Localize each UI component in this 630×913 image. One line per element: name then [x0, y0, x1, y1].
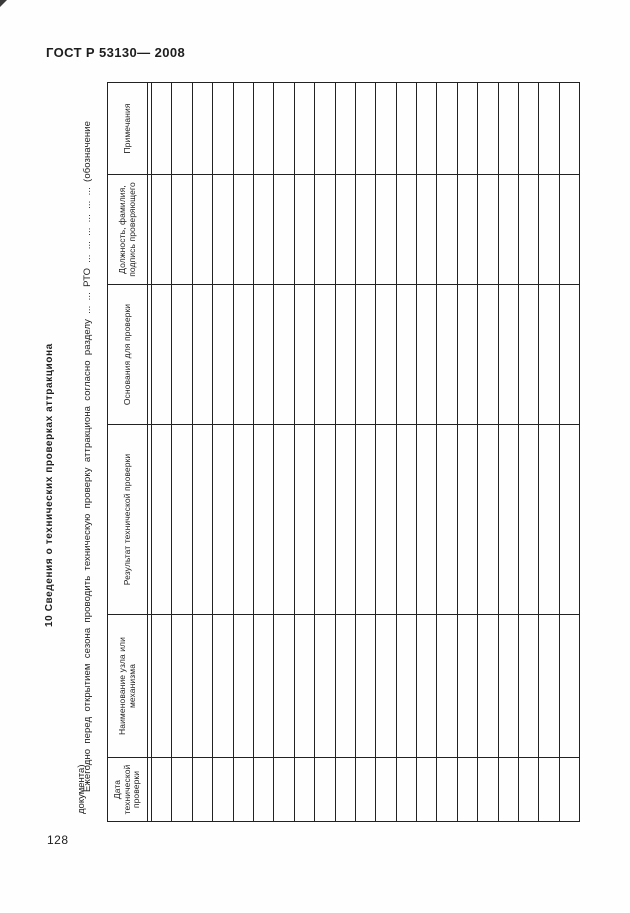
empty-cell — [396, 615, 416, 758]
empty-cell — [253, 758, 273, 822]
empty-cell — [376, 425, 396, 615]
table-row — [294, 83, 314, 822]
empty-cell — [437, 175, 457, 285]
empty-cell — [152, 285, 172, 425]
empty-cell — [192, 285, 212, 425]
empty-cell — [315, 425, 335, 615]
table-row — [417, 83, 437, 822]
empty-cell — [233, 285, 253, 425]
empty-cell — [457, 83, 477, 175]
empty-cell — [437, 285, 457, 425]
empty-cell — [233, 175, 253, 285]
intro-text: Ежегодно перед открытием сезона проводить техническую проверку аттракциона согласно разделу ... ... РТО ... ... ... ... ... ... (обозначение — [82, 120, 93, 792]
empty-cell — [152, 758, 172, 822]
table-row — [172, 83, 192, 822]
table-row — [233, 83, 253, 822]
empty-cell — [437, 615, 457, 758]
empty-cell — [519, 615, 539, 758]
empty-cell — [274, 425, 294, 615]
table-row — [457, 83, 477, 822]
intro-text-continuation: документа) — [76, 764, 87, 814]
empty-cell — [376, 615, 396, 758]
empty-cell — [417, 285, 437, 425]
empty-cell — [274, 83, 294, 175]
empty-cell — [519, 425, 539, 615]
empty-cell — [376, 175, 396, 285]
table-row — [253, 83, 273, 822]
empty-cell — [253, 83, 273, 175]
empty-cell — [417, 175, 437, 285]
empty-cell — [355, 615, 375, 758]
table-row — [539, 83, 559, 822]
empty-cell — [274, 175, 294, 285]
page-number: 128 — [47, 833, 69, 847]
empty-cell — [519, 83, 539, 175]
empty-cell — [213, 758, 233, 822]
empty-cell — [253, 285, 273, 425]
empty-cell — [498, 615, 518, 758]
empty-cell — [172, 615, 192, 758]
column-header-result: Результат технической проверки — [108, 425, 148, 615]
table-row — [335, 83, 355, 822]
empty-cell — [478, 83, 498, 175]
empty-cell — [172, 285, 192, 425]
column-header-inspector: Должность, фамилия, подпись проверяющего — [108, 175, 148, 285]
empty-cell — [253, 425, 273, 615]
empty-cell — [478, 285, 498, 425]
empty-cell — [519, 175, 539, 285]
empty-cell — [498, 285, 518, 425]
inspection-table-body — [152, 83, 580, 822]
empty-cell — [396, 175, 416, 285]
section-title: 10 Сведения о технических проверках аттракциона — [44, 343, 55, 627]
empty-cell — [152, 425, 172, 615]
empty-cell — [315, 175, 335, 285]
empty-cell — [437, 83, 457, 175]
empty-cell — [294, 425, 314, 615]
table-row — [315, 83, 335, 822]
empty-cell — [539, 758, 559, 822]
empty-cell — [152, 175, 172, 285]
empty-cell — [417, 758, 437, 822]
table-row — [192, 83, 212, 822]
table-row — [559, 83, 579, 822]
empty-cell — [274, 285, 294, 425]
empty-cell — [355, 758, 375, 822]
empty-cell — [274, 615, 294, 758]
empty-cell — [213, 285, 233, 425]
empty-cell — [417, 425, 437, 615]
empty-cell — [233, 758, 253, 822]
empty-cell — [498, 83, 518, 175]
inspection-table-wrapper — [107, 82, 580, 822]
empty-cell — [192, 615, 212, 758]
empty-cell — [335, 83, 355, 175]
empty-cell — [457, 758, 477, 822]
empty-cell — [315, 285, 335, 425]
table-row — [478, 83, 498, 822]
empty-cell — [376, 758, 396, 822]
empty-cell — [172, 175, 192, 285]
inspection-table — [107, 82, 580, 822]
empty-cell — [355, 285, 375, 425]
empty-cell — [396, 758, 416, 822]
empty-cell — [498, 425, 518, 615]
table-row — [437, 83, 457, 822]
table-row — [152, 83, 172, 822]
inspection-table-header — [108, 83, 152, 822]
empty-cell — [213, 83, 233, 175]
empty-cell — [376, 83, 396, 175]
empty-cell — [559, 615, 579, 758]
empty-cell — [192, 425, 212, 615]
empty-cell — [335, 615, 355, 758]
empty-cell — [335, 425, 355, 615]
empty-cell — [478, 758, 498, 822]
empty-cell — [457, 425, 477, 615]
table-row — [376, 83, 396, 822]
empty-cell — [335, 175, 355, 285]
empty-cell — [233, 425, 253, 615]
empty-cell — [152, 615, 172, 758]
empty-cell — [315, 758, 335, 822]
standard-number: ГОСТ Р 53130— 2008 — [46, 45, 186, 60]
empty-cell — [559, 83, 579, 175]
table-row — [274, 83, 294, 822]
empty-cell — [417, 83, 437, 175]
empty-cell — [152, 83, 172, 175]
empty-cell — [253, 615, 273, 758]
header-row — [108, 83, 148, 822]
empty-cell — [172, 425, 192, 615]
empty-cell — [172, 758, 192, 822]
empty-cell — [478, 175, 498, 285]
empty-cell — [519, 285, 539, 425]
empty-cell — [437, 425, 457, 615]
empty-cell — [539, 175, 559, 285]
empty-cell — [335, 758, 355, 822]
empty-cell — [315, 83, 335, 175]
empty-cell — [294, 83, 314, 175]
empty-cell — [396, 83, 416, 175]
scan-artifact-corner — [0, 0, 7, 7]
empty-cell — [437, 758, 457, 822]
empty-cell — [539, 615, 559, 758]
empty-cell — [294, 758, 314, 822]
column-header-notes: Примечания — [108, 83, 148, 175]
empty-cell — [559, 425, 579, 615]
empty-cell — [376, 285, 396, 425]
empty-cell — [396, 285, 416, 425]
table-row — [213, 83, 233, 822]
empty-cell — [294, 175, 314, 285]
column-header-grounds: Основания для проверки — [108, 285, 148, 425]
empty-cell — [478, 425, 498, 615]
empty-cell — [192, 83, 212, 175]
empty-cell — [192, 758, 212, 822]
column-header-unit-name: Наименование узла или механизма — [108, 615, 148, 758]
empty-cell — [335, 285, 355, 425]
empty-cell — [396, 425, 416, 615]
empty-cell — [539, 425, 559, 615]
empty-cell — [457, 615, 477, 758]
empty-cell — [355, 175, 375, 285]
empty-cell — [172, 83, 192, 175]
table-row — [498, 83, 518, 822]
table-row — [355, 83, 375, 822]
empty-cell — [457, 285, 477, 425]
empty-cell — [478, 615, 498, 758]
empty-cell — [539, 83, 559, 175]
empty-cell — [498, 758, 518, 822]
empty-cell — [539, 285, 559, 425]
empty-cell — [213, 425, 233, 615]
empty-cell — [213, 615, 233, 758]
column-header-date: Дата технической проверки — [108, 758, 148, 822]
empty-cell — [274, 758, 294, 822]
empty-cell — [192, 175, 212, 285]
table-row — [396, 83, 416, 822]
empty-cell — [294, 285, 314, 425]
empty-cell — [559, 285, 579, 425]
empty-cell — [498, 175, 518, 285]
empty-cell — [233, 615, 253, 758]
empty-cell — [315, 615, 335, 758]
empty-cell — [355, 425, 375, 615]
empty-cell — [294, 615, 314, 758]
empty-cell — [457, 175, 477, 285]
empty-cell — [355, 83, 375, 175]
table-row — [519, 83, 539, 822]
empty-cell — [233, 83, 253, 175]
empty-cell — [213, 175, 233, 285]
empty-cell — [559, 758, 579, 822]
empty-cell — [253, 175, 273, 285]
empty-cell — [559, 175, 579, 285]
empty-cell — [417, 615, 437, 758]
empty-cell — [519, 758, 539, 822]
